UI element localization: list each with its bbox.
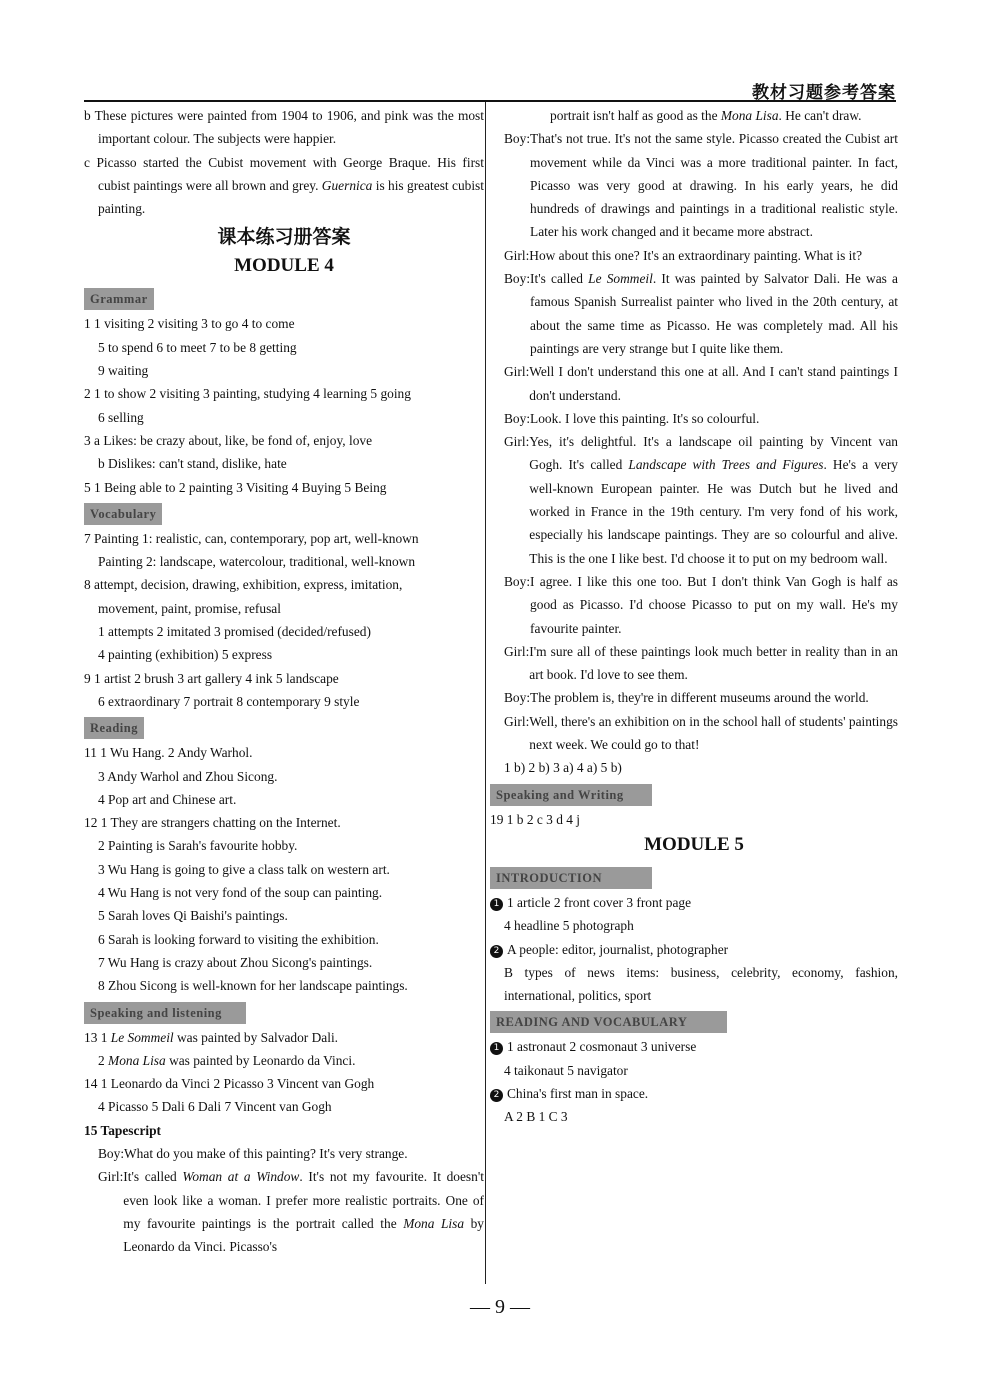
dialogue-text: [529, 430, 898, 570]
intro-b: b These pictures were painted from 1904 to 1906, and pink was the most important colour. The subjects were happier.: [84, 108, 484, 147]
intro-answer-1a-text: 1 article 2 front cover 3 front page: [507, 894, 692, 910]
dialogue-text-part: It's called: [123, 1169, 183, 1185]
reading-12c: 3 Wu Hang is going to give a class talk on western art.: [98, 861, 390, 877]
number-bullet-1: 1: [490, 898, 503, 911]
vocab-7a: 7 Painting 1: realistic, can, contemporary, pop art, well-known: [84, 530, 419, 546]
unit-answer-1a: [490, 1035, 898, 1058]
unit-answer-2-text: China's first man in space.: [507, 1085, 649, 1101]
dialogue-girl-3: [490, 360, 898, 407]
dialogue-text-part: Yes, it's delightful. It's a landscape oil painting by Vincent van Gogh. It's called: [529, 434, 898, 473]
intro-c: [84, 151, 484, 221]
dialogue-text-part: portrait isn't half as good as the: [550, 108, 721, 123]
dialogue-text: The problem is, they're in different museums around the world.: [530, 690, 869, 706]
grammar-1a: 1 1 visiting 2 visiting 3 to go 4 to come: [84, 316, 295, 332]
grammar-5: 5 1 Being able to 2 painting 3 Visiting 4 Buying 5 Being: [84, 479, 387, 495]
vocab-9a: 9 1 artist 2 brush 3 art gallery 4 ink 5 landscape: [84, 670, 339, 686]
section-reading: Reading: [84, 717, 144, 739]
dialogue-girl-4: [490, 430, 898, 570]
header-rule: [84, 100, 896, 102]
speaking-13b-num: 2: [98, 1052, 109, 1068]
speaking-14a: 14 1 Leonardo da Vinci 2 Picasso 3 Vincent van Gogh: [84, 1076, 375, 1092]
section-reading-vocabulary: READING AND VOCABULARY: [490, 1011, 727, 1033]
reading-12g: 7 Wu Hang is crazy about Zhou Sicong's paintings.: [98, 954, 373, 970]
reading-12h: 8 Zhou Sicong is well-known for her landscape paintings.: [98, 978, 408, 994]
reading-12a: 12 1 They are strangers chatting on the Internet.: [84, 815, 341, 831]
dialogue-text: [530, 267, 898, 360]
speaker-boy: Boy:: [504, 131, 531, 147]
module-4-title: MODULE 4: [234, 255, 334, 277]
intro-answer-1b: 4 headline 5 photograph: [504, 918, 634, 934]
module-5-title: MODULE 5: [644, 833, 744, 855]
painting-title: Mona Lisa: [720, 108, 779, 123]
number-bullet-2: 2: [490, 1089, 503, 1102]
reading-12f: 6 Sarah is looking forward to visiting the exhibition.: [98, 931, 379, 947]
dialogue-text: [123, 1165, 484, 1258]
dialogue-text-part: . It was painted by Salvator Dali. He was a famous Spanish Surrealist painter who lived in the 20th century, at about the same time as Picasso. He was completely mad. All his paintings are very strange but I quite like them.: [530, 271, 898, 356]
right-column: [490, 104, 898, 1129]
grammar-1b: 5 to spend 6 to meet 7 to be 8 getting: [98, 339, 297, 355]
section-introduction: INTRODUCTION: [490, 867, 652, 889]
intro-answer-2a-text: A people: editor, journalist, photographer: [507, 941, 729, 957]
dialogue-boy-1: [84, 1142, 484, 1165]
painting-title: Mona Lisa: [403, 1215, 465, 1231]
intro-answer-2a: [490, 938, 898, 961]
speaking-13b-title: Mona Lisa: [108, 1052, 166, 1068]
dialogue-text: What do you make of this painting? It's very strange.: [124, 1145, 408, 1161]
speaker-boy: Boy:: [504, 271, 531, 287]
tapescript-heading: 15 Tapescript: [84, 1122, 162, 1138]
reading-12b: 2 Painting is Sarah's favourite hobby.: [98, 838, 298, 854]
dialogue-text: Well, there's an exhibition on in the school hall of students' paintings next week. We could go to that!: [529, 713, 898, 753]
speaker-girl: Girl:: [504, 364, 530, 380]
answers-15: 1 b) 2 b) 3 a) 4 a) 5 b): [504, 760, 622, 776]
number-bullet-1: 1: [490, 1042, 503, 1055]
unit-answer-1a-text: 1 astronaut 2 cosmonaut 3 universe: [507, 1039, 697, 1055]
dialogue-text: Well I don't understand this one at all. And I can't stand paintings I don't understand.: [529, 364, 898, 403]
page-number: — 9 —: [470, 1296, 530, 1318]
left-column: [84, 104, 484, 1258]
answers-19: 19 1 b 2 c 3 d 4 j: [490, 811, 581, 827]
vocab-7b: Painting 2: landscape, watercolour, traditional, well-known: [98, 554, 416, 570]
dialogue-boy-3: [490, 267, 898, 360]
reading-12d: 4 Wu Hang is not very fond of the soup can painting.: [98, 885, 383, 901]
unit-answer-2: [490, 1082, 898, 1105]
speaker-boy: Boy:: [98, 1145, 125, 1161]
reading-12e: 5 Sarah loves Qi Baishi's paintings.: [98, 908, 288, 924]
reading-11c: 4 Pop art and Chinese art.: [98, 791, 237, 807]
dialogue-boy-4: [490, 407, 898, 430]
dialogue-girl-1: [84, 1165, 484, 1258]
vocab-9b: 6 extraordinary 7 portrait 8 contemporary 9 style: [98, 693, 360, 709]
speaker-boy: Boy:: [504, 573, 531, 589]
grammar-2a: 2 1 to show 2 visiting 3 painting, studying 4 learning 5 going: [84, 386, 411, 402]
dialogue-text-part: . He can't draw.: [778, 108, 862, 123]
page-header-title: 教材习题参考答案: [752, 83, 896, 103]
vocab-8c: 1 attempts 2 imitated 3 promised (decided/refused): [98, 624, 371, 640]
speaker-boy: Boy:: [504, 690, 531, 706]
dialogue-boy-2: [490, 127, 898, 243]
speaker-girl: Girl:: [504, 247, 530, 263]
dialogue-text: Look. I love this painting. It's so colourful.: [530, 410, 760, 426]
reading-11a: 11 1 Wu Hang. 2 Andy Warhol.: [84, 745, 253, 761]
intro-c-text: c Picasso started the Cubist movement with George Braque. His first cubist paintings were all brown and grey.: [84, 154, 484, 193]
vocab-8b: movement, paint, promise, refusal: [98, 600, 281, 616]
speaking-13b: [84, 1049, 484, 1072]
workbook-answers-title: 课本练习册答案: [217, 226, 351, 249]
speaker-girl: Girl:: [504, 713, 530, 729]
vocab-8a: 8 attempt, decision, drawing, exhibition, express, imitation,: [84, 577, 403, 593]
dialogue-continued: [490, 104, 898, 127]
speaking-13a-title: Le Sommeil: [110, 1029, 174, 1045]
dialogue-girl-6: [490, 710, 898, 757]
unit-answer-1b: 4 taikonaut 5 navigator: [504, 1062, 628, 1078]
intro-answer-1a: [490, 891, 898, 914]
section-vocabulary: Vocabulary: [84, 503, 162, 525]
speaker-girl: Girl:: [98, 1169, 124, 1185]
painting-title: Le Sommeil: [588, 271, 653, 287]
section-speaking-listening: Speaking and listening: [84, 1002, 246, 1024]
dialogue-text: How about this one? It's an extraordinary painting. What is it?: [529, 247, 863, 263]
dialogue-boy-6: [490, 686, 898, 709]
section-grammar: Grammar: [84, 288, 154, 310]
dialogue-text: I'm sure all of these paintings look much better in reality than in an art book. I'd love to see them.: [529, 643, 898, 683]
section-speaking-writing: Speaking and Writing: [490, 784, 652, 806]
intro-c-title: Guernica: [321, 177, 373, 193]
speaker-girl: Girl:: [504, 643, 530, 659]
dialogue-text-part: . It's not my favourite. It doesn't even look like a woman. I prefer more realistic portraits. One of my favourite paintings is the portrait called the: [123, 1169, 484, 1231]
number-bullet-2: 2: [490, 945, 503, 958]
speaking-13a-text: was painted by Salvador Dali.: [173, 1029, 339, 1045]
dialogue-text-part: by Leonardo da Vinci. Picasso's: [123, 1215, 484, 1255]
painting-title: Woman at a Window: [182, 1169, 300, 1185]
speaking-13a-num: 13 1: [84, 1029, 111, 1045]
vocab-8d: 4 painting (exhibition) 5 express: [98, 647, 273, 663]
painting-title: Landscape with Trees and Figures: [628, 457, 824, 473]
speaking-14b: 4 Picasso 5 Dali 6 Dali 7 Vincent van Gogh: [98, 1099, 332, 1115]
dialogue-girl-5: [490, 640, 898, 687]
grammar-3a: 3 a Likes: be crazy about, like, be fond of, enjoy, love: [84, 432, 373, 448]
unit-answer-2-choices: A 2 B 1 C 3: [504, 1109, 568, 1125]
reading-11b: 3 Andy Warhol and Zhou Sicong.: [98, 768, 278, 784]
dialogue-boy-5: [490, 570, 898, 640]
dialogue-text-part: It's called: [530, 271, 589, 287]
dialogue-text-part: . He's a very well-known European painter. He was Dutch but he lived and worked in France in the 19th century. I'm very fond of his work, especially his landscape paintings. They are so colourful and alive. This is the one I like best. I'd choose it to put on my bedroom wall.: [529, 457, 898, 566]
speaking-13a: [84, 1026, 484, 1049]
speaking-13b-text: was painted by Leonardo da Vinci.: [165, 1052, 356, 1068]
grammar-1c: 9 waiting: [98, 363, 149, 379]
speaker-boy: Boy:: [504, 410, 531, 426]
grammar-2b: 6 selling: [98, 409, 144, 425]
dialogue-text: I agree. I like this one too. But I don't think Van Gogh is half as good as Picasso. I'd choose Picasso to put on my wall. He's my favourite painter.: [530, 573, 898, 636]
grammar-3b: b Dislikes: can't stand, dislike, hate: [98, 456, 287, 472]
dialogue-text: That's not true. It's not the same style. Picasso created the Cubist art movement while da Vinci was a more traditional painter. In fact, Picasso was very good at drawing. In his early years, he did hundreds of drawings and paintings in a traditional realistic style. Later his work changed and it became more abstract.: [530, 131, 898, 240]
column-divider: [485, 102, 486, 1284]
intro-answer-2b: B types of news items: business, celebrity, economy, fashion, international, politics, sport: [504, 964, 898, 1004]
intro-c-text-end: is his greatest cubist painting.: [98, 177, 484, 217]
speaker-girl: Girl:: [504, 434, 530, 450]
dialogue-girl-2: [490, 244, 898, 267]
